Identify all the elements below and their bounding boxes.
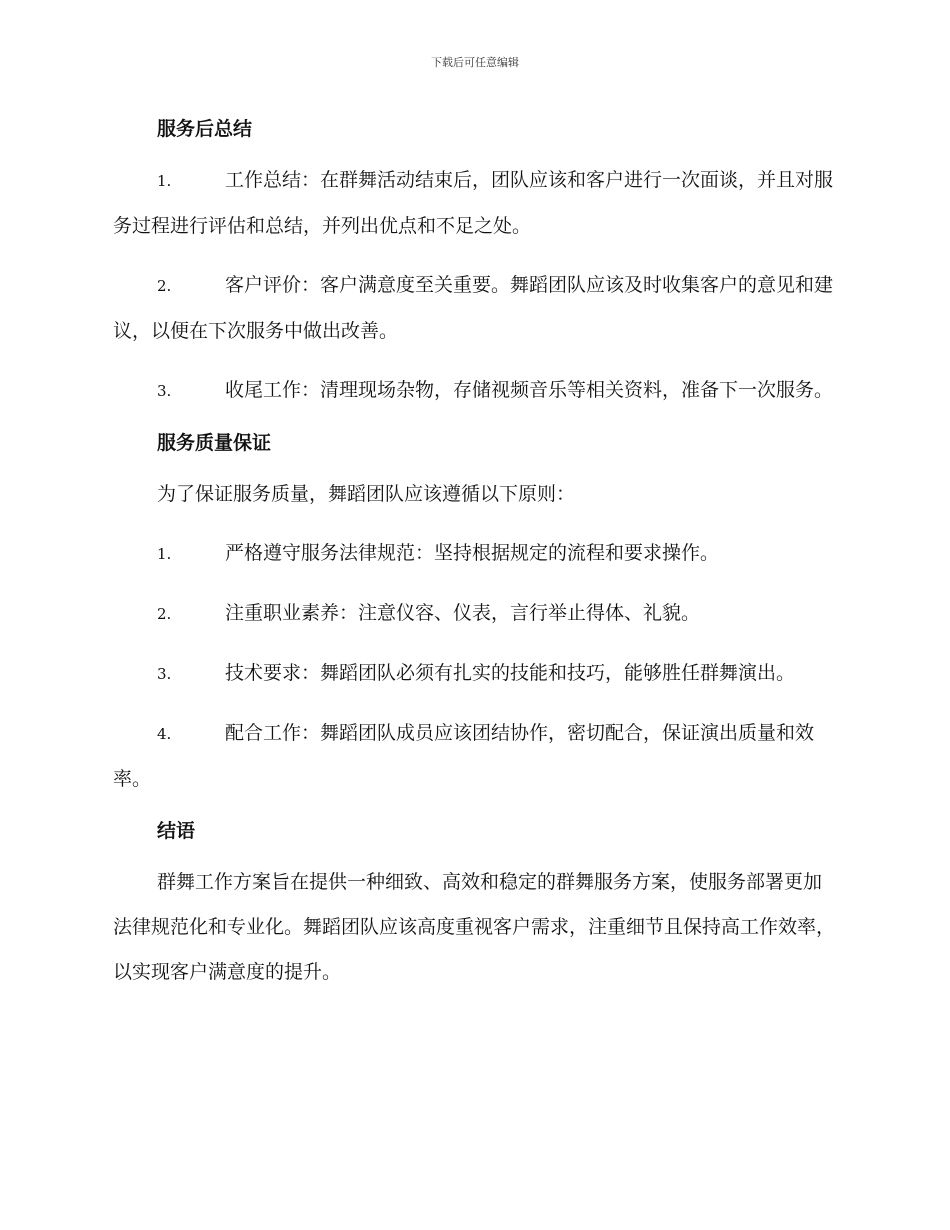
- list-number: 4.: [157, 725, 172, 743]
- list-item: [113, 263, 838, 354]
- list-item: [113, 368, 838, 414]
- list-number: 3.: [157, 382, 172, 400]
- list-text: 注重职业素养：注意仪容、仪表，言行举止得体、礼貌。: [225, 602, 701, 624]
- list-number: 2.: [157, 605, 172, 623]
- list-item: [113, 591, 838, 637]
- list-item: [113, 711, 838, 802]
- list-text: 技术要求：舞蹈团队必须有扎实的技能和技巧，能够胜任群舞演出。: [225, 662, 796, 684]
- section-intro: 为了保证服务质量，舞蹈团队应该遵循以下原则：: [157, 483, 576, 505]
- list-text: 收尾工作：清理现场杂物，存储视频音乐等相关资料，准备下一次服务。: [225, 379, 834, 401]
- section-title-quality: 服务质量保证: [157, 432, 272, 454]
- list-item: [113, 651, 838, 697]
- list-text: 客户评价：客户满意度至关重要。舞蹈团队应该及时收集客户的意见和建议，以便在下次服务中做出改善。: [113, 274, 834, 342]
- section-title-conclusion: 结语: [157, 820, 196, 842]
- list-number: 1.: [157, 172, 172, 190]
- list-item: [113, 531, 838, 577]
- list-text: 配合工作：舞蹈团队成员应该团结协作，密切配合，保证演出质量和效率。: [113, 722, 815, 790]
- document-body: [113, 112, 838, 995]
- section-title-after-service: 服务后总结: [157, 118, 253, 140]
- list-number: 2.: [157, 277, 172, 295]
- list-text: 严格遵守服务法律规范：坚持根据规定的流程和要求操作。: [225, 542, 720, 564]
- list-number: 3.: [157, 665, 172, 683]
- page-header: 下载后可任意编辑: [431, 56, 519, 69]
- list-item: [113, 158, 838, 249]
- list-text: 工作总结：在群舞活动结束后，团队应该和客户进行一次面谈，并且对服务过程进行评估和总结，并列出优点和不足之处。: [113, 169, 834, 237]
- list-number: 1.: [157, 545, 172, 563]
- conclusion-paragraph: 群舞工作方案旨在提供一种细致、高效和稳定的群舞服务方案，使服务部署更加法律规范化和专业化。舞蹈团队应该高度重视客户需求，注重细节且保持高工作效率，以实现客户满意度的提升。: [113, 871, 836, 983]
